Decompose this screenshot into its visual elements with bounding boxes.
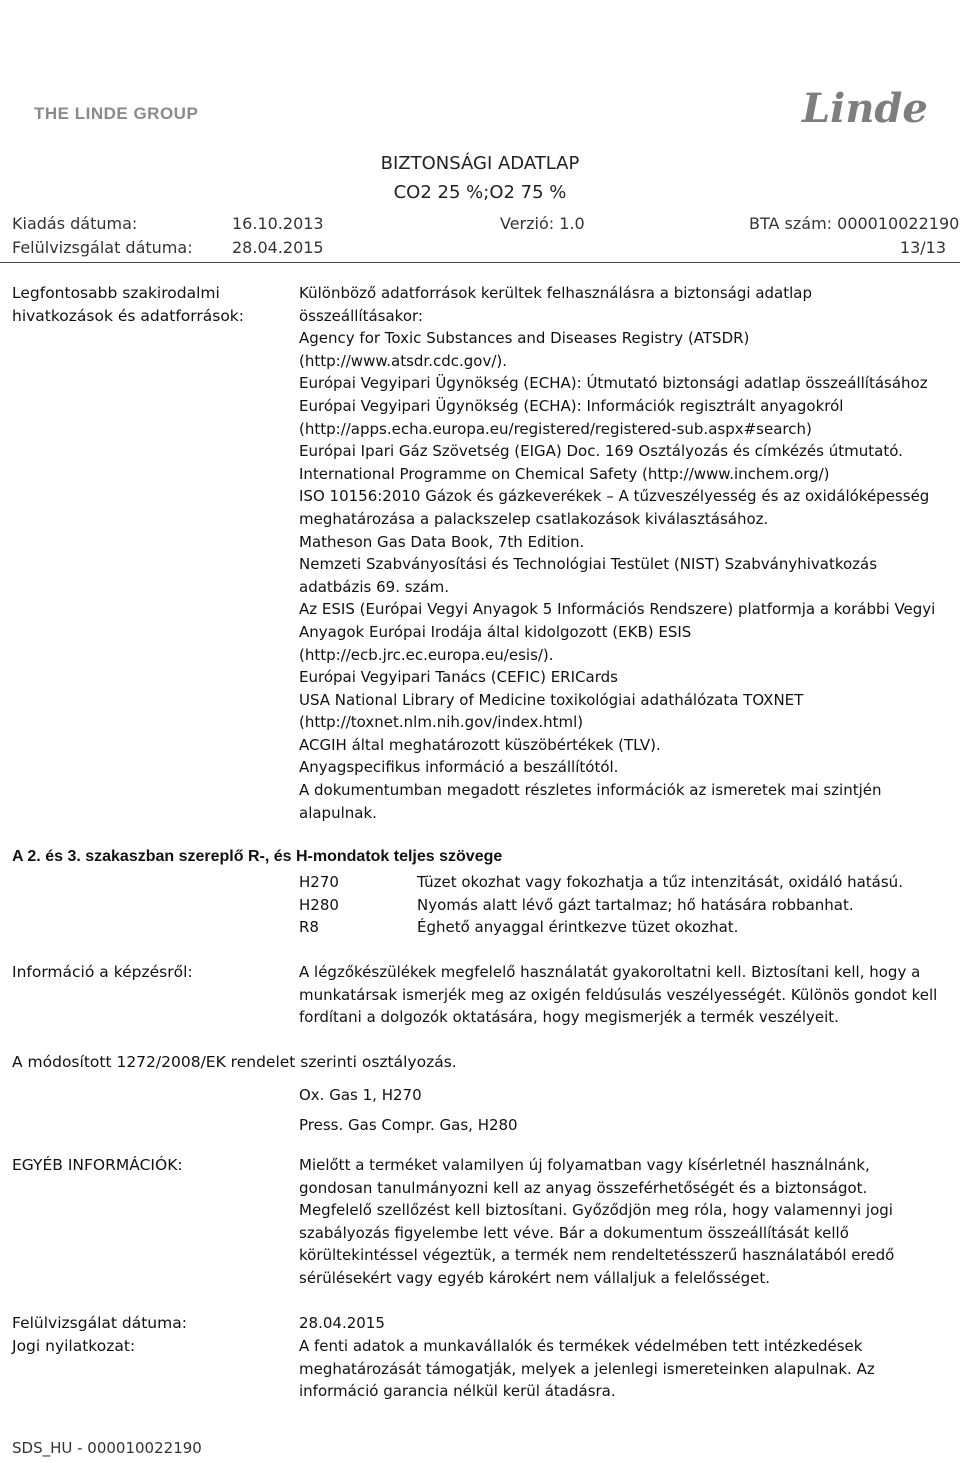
references-label <box>12 282 244 328</box>
references-label-line1: Legfontosabb szakirodalmi <box>12 284 220 302</box>
ref-line: összeállításakor: <box>299 306 423 325</box>
ref-line: alapulnak. <box>299 803 377 822</box>
linde-logo <box>800 84 935 134</box>
other-info-line: gondosan tanulmányozni kell az anyag összeférhetőségét és a biztonságot. <box>299 1178 868 1197</box>
classification-list <box>299 1080 939 1140</box>
legal-label: Jogi nyilatkozat: <box>12 1337 136 1355</box>
hstatement-text: Tüzet okozhat vagy fokozhatja a tűz intenzitását, oxidáló hatású. <box>417 873 903 891</box>
ref-line: ISO 10156:2010 Gázok és gázkeverékek – A tűzveszélyesség és az oxidálóképesség <box>299 487 930 506</box>
ref-line: Európai Ipari Gáz Szövetség (EIGA) Doc. 169 Osztályozás és címkézés útmutató. <box>299 442 903 461</box>
document-title: BIZTONSÁGI ADATLAP <box>380 153 580 174</box>
other-info-label: EGYÉB INFORMÁCIÓK: <box>12 1156 183 1174</box>
ref-line: Európai Vegyipari Tanács (CEFIC) ERICards <box>299 668 618 687</box>
version: Verzió: 1.0 <box>500 214 585 233</box>
page-number: 13/13 <box>899 238 946 257</box>
hstatement-row <box>299 894 939 917</box>
ref-line: ACGIH által meghatározott küszöbértékek (TLV). <box>299 735 661 754</box>
hstatements-list <box>299 871 939 939</box>
ref-line: adatbázis 69. szám. <box>299 577 450 596</box>
hstatements-heading: A 2. és 3. szakaszban szereplő R-, és H-mondatok teljes szövege <box>12 848 503 865</box>
ref-line: Matheson Gas Data Book, 7th Edition. <box>299 532 585 551</box>
ref-line: (http://toxnet.nlm.nih.gov/index.html) <box>299 713 584 732</box>
hstatement-text: Éghető anyaggal érintkezve tüzet okozhat. <box>417 918 739 937</box>
bta-number: BTA szám: 000010022190 <box>749 214 960 233</box>
header-divider <box>0 262 960 263</box>
other-info-line: szabályozás figyelembe lett véve. Bár a dokumentum összeállítását kellő <box>299 1223 849 1242</box>
ref-line: Európai Vegyipari Ügynökség (ECHA): Információk regisztrált anyagokról <box>299 396 844 415</box>
ref-line: (http://apps.echa.europa.eu/registered/registered-sub.aspx#search) <box>299 419 812 438</box>
ref-line: USA National Library of Medicine toxikológiai adathálózata TOXNET <box>299 690 804 709</box>
legal-line: információ garancia nélkül kerül átadásra. <box>299 1382 616 1401</box>
ref-line: Európai Vegyipari Ügynökség (ECHA): Útmutató biztonsági adatlap összeállításához <box>299 374 928 393</box>
training-line: munkatársak ismerjék meg az oxigén feldúsulás veszélyességét. Különös gondot kell <box>299 985 938 1004</box>
ref-line: Különböző adatforrások kerültek felhasználásra a biztonsági adatlap <box>299 284 812 302</box>
ref-line: A dokumentumban megadott részletes információk az ismeretek mai szintjén <box>299 781 882 800</box>
classification-item: Press. Gas Compr. Gas, H280 <box>299 1116 518 1134</box>
hstatement-row <box>299 871 939 894</box>
ref-line: Agency for Toxic Substances and Diseases Registry (ATSDR) <box>299 329 750 348</box>
other-info-line: sérülésekért vagy egyéb károkért nem vállaljuk a felelősséget. <box>299 1268 771 1287</box>
classification-heading: A módosított 1272/2008/EK rendelet szerinti osztályozás. <box>12 1053 457 1071</box>
hstatement-code: H280 <box>299 895 339 914</box>
other-info-line: Megfelelő szellőzést kell biztosítani. Győződjön meg róla, hogy valamennyi jogi <box>299 1201 893 1220</box>
other-info-text <box>299 1154 939 1290</box>
ref-line: meghatározása a palackszelep csatlakozások kiválasztásához. <box>299 509 769 528</box>
ref-line: Anyagok Európai Irodája által kidolgozott (EKB) ESIS <box>299 622 692 641</box>
other-info-line: Mielőtt a terméket valamilyen új folyamatban vagy kísérletnél használnánk, <box>299 1156 870 1174</box>
training-line: fordítani a dolgozók oktatására, hogy megismerjék a termék veszélyeit. <box>299 1008 839 1027</box>
issue-date-label: Kiadás dátuma: <box>12 214 138 233</box>
revision-date-bottom: 28.04.2015 <box>299 1314 385 1332</box>
revision-label: Felülvizsgálat dátuma: <box>12 1314 187 1332</box>
revision-date-label: Felülvizsgálat dátuma: <box>12 238 193 257</box>
training-label: Információ a képzésről: <box>12 963 193 981</box>
legal-line: meghatározását támogatják, melyek a jelenlegi ismereteinken alapulnak. Az <box>299 1359 875 1378</box>
training-text <box>299 961 939 1029</box>
legal-text <box>299 1335 939 1403</box>
legal-line: A fenti adatok a munkavállalók és termékek védelmében tett intézkedések <box>299 1337 863 1355</box>
ref-line: Nemzeti Szabványosítási és Technológiai Testület (NIST) Szabványhivatkozás <box>299 555 878 574</box>
hstatement-text: Nyomás alatt lévő gázt tartalmaz; hő hatására robbanhat. <box>417 895 854 914</box>
revision-date: 28.04.2015 <box>232 238 324 257</box>
references-label-line2: hivatkozások és adatforrások: <box>12 307 245 325</box>
hstatement-row <box>299 916 939 939</box>
ref-line: Anyagspecifikus információ a beszállítótól. <box>299 758 619 777</box>
ref-line: Az ESIS (Európai Vegyi Anyagok 5 Információs Rendszere) platformja a korábbi Vegyi <box>299 600 936 619</box>
training-line: A légzőkészülékek megfelelő használatát gyakoroltatni kell. Biztosítani kell, hogy a <box>299 963 921 981</box>
issue-date: 16.10.2013 <box>232 214 324 233</box>
ref-line: (http://www.atsdr.cdc.gov/). <box>299 351 508 370</box>
group-name: THE LINDE GROUP <box>34 104 199 123</box>
product-name: CO2 25 %;O2 75 % <box>393 182 567 203</box>
logo-text: Linde <box>802 85 928 132</box>
ref-line: International Programme on Chemical Safety (http://www.inchem.org/) <box>299 464 830 483</box>
other-info-line: körültekintéssel végeztük, a termék nem rendeltetésszerű használatából eredő <box>299 1246 895 1265</box>
ref-line: (http://ecb.jrc.ec.europa.eu/esis/). <box>299 645 554 664</box>
hstatement-code: H270 <box>299 873 339 891</box>
hstatement-code: R8 <box>299 918 319 937</box>
references-list <box>299 282 939 824</box>
footer-code: SDS_HU - 000010022190 <box>12 1439 202 1457</box>
classification-item: Ox. Gas 1, H270 <box>299 1086 422 1104</box>
